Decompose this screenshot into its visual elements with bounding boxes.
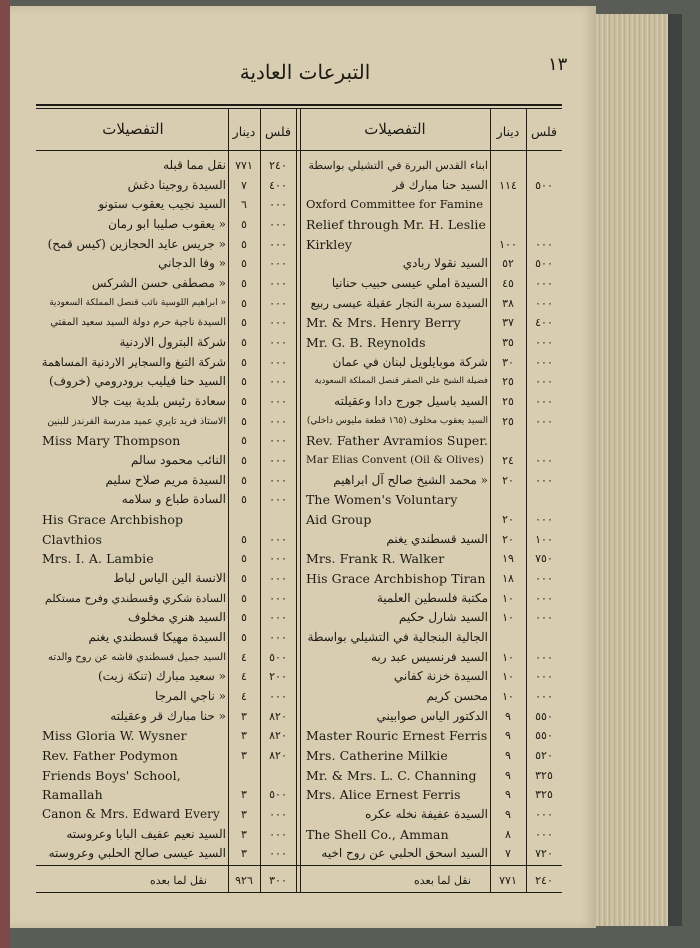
donor-name: « ابراهيم اللوسية نائب قنصل المملكة السعودية bbox=[49, 297, 226, 308]
page-title: التبرعات العادية bbox=[239, 60, 371, 84]
fils-amount: ٠٠٠ bbox=[535, 395, 553, 408]
donor-name: السيد قسطندي يغنم bbox=[386, 531, 488, 546]
table-row bbox=[36, 510, 298, 530]
fils-amount: ٠٠٠ bbox=[269, 827, 287, 841]
table-row bbox=[36, 785, 298, 805]
table-row bbox=[36, 451, 298, 471]
fils-amount: ٠٠٠ bbox=[535, 670, 553, 684]
dinar-amount: ٥ bbox=[241, 572, 247, 585]
donor-name: Mrs. Catherine Milkie bbox=[306, 748, 448, 763]
table-row bbox=[300, 274, 562, 294]
dinar-amount: ٨ bbox=[505, 827, 511, 841]
fils-amount: ٠٠٠ bbox=[535, 572, 553, 585]
dinar-amount: ٩ bbox=[505, 788, 511, 802]
dinar-amount: ٥ bbox=[241, 552, 247, 566]
donor-name: Miss Mary Thompson bbox=[42, 433, 181, 449]
donor-name: السيدة عفيفة نخله عكره bbox=[365, 807, 488, 821]
donor-name: السيد باسيل جورج دادا وعقيلته bbox=[334, 394, 488, 408]
donor-name: Clavthios bbox=[42, 531, 102, 547]
fils-amount: ٠٠٠ bbox=[269, 473, 287, 487]
donor-name: السيد عيسى صالح الحلبي وعروسته bbox=[48, 846, 226, 861]
donor-name: السيد حنا فيليب برودرومي (خروف) bbox=[48, 374, 226, 389]
donor-name: « حنا مبارك قر وعقيلته bbox=[110, 708, 226, 723]
fils-amount: ٠٠٠ bbox=[269, 257, 287, 271]
donor-name: الاستاذ فريد تايري عميد مدرسة الفرندز للبنين bbox=[47, 415, 226, 427]
donor-name: Oxford Committee for Famine bbox=[306, 197, 484, 212]
left-footer-fils: ٣٠٠ bbox=[269, 874, 287, 887]
fils-amount: ٠٠٠ bbox=[535, 355, 553, 369]
table-row bbox=[36, 235, 298, 255]
table-row bbox=[36, 766, 298, 786]
donor-name: Master Rouric Ernest Ferris bbox=[306, 728, 488, 744]
donor-name: السيد جميل قسطندي قاشه عن روح والدته bbox=[48, 651, 226, 663]
donor-name: Mrs. Alice Ernest Ferris bbox=[306, 787, 461, 803]
table-row bbox=[300, 648, 562, 668]
left-header-dinar: دينار bbox=[232, 124, 256, 139]
fils-amount: ٠٠٠ bbox=[269, 493, 287, 507]
donor-name: Relief through Mr. H. Leslie bbox=[306, 217, 486, 232]
donor-name: السيدة املي عيسى حبيب حنانيا bbox=[331, 276, 488, 290]
fils-amount: ٠٠٠ bbox=[269, 690, 287, 703]
dinar-amount: ٥ bbox=[241, 493, 247, 507]
fils-amount: ٧٥٠ bbox=[535, 552, 553, 566]
donor-name: الدكتور الياس صوابيني bbox=[376, 708, 488, 723]
donor-name: الانسة الين الياس لباط bbox=[113, 571, 226, 585]
fils-amount: ٠٠٠ bbox=[269, 572, 287, 585]
dinar-amount: ٩ bbox=[505, 709, 511, 723]
fils-amount: ٥٥٠ bbox=[535, 729, 553, 743]
dinar-amount: ١٠ bbox=[502, 611, 514, 625]
fils-amount: ٠٠٠ bbox=[269, 395, 287, 408]
donor-name: مكتبة فلسطين العلمية bbox=[376, 590, 488, 605]
table-row bbox=[300, 766, 562, 786]
dinar-amount: ٤ bbox=[241, 650, 247, 664]
fils-amount: ٠٠٠ bbox=[269, 198, 287, 212]
dinar-amount: ٥ bbox=[241, 218, 247, 231]
dinar-amount: ٣ bbox=[241, 749, 247, 762]
dinar-amount: ٦ bbox=[241, 198, 247, 212]
top-rule bbox=[36, 104, 562, 106]
page-number: ١٣ bbox=[548, 54, 568, 75]
table-row bbox=[36, 353, 298, 373]
dinar-amount: ٣٠ bbox=[502, 355, 514, 369]
dinar-amount: ٥ bbox=[241, 237, 247, 251]
fils-amount: ٨٢٠ bbox=[269, 709, 287, 723]
dinar-amount: ٥ bbox=[241, 434, 247, 448]
dinar-amount: ٣ bbox=[241, 729, 247, 743]
fils-amount: ٥٠٠ bbox=[269, 788, 287, 802]
donor-name: السيد شارل حكيم bbox=[398, 610, 488, 625]
dinar-amount: ٣٧ bbox=[502, 316, 514, 330]
left-donations-list bbox=[36, 156, 298, 864]
fils-amount: ٠٠٠ bbox=[269, 591, 287, 605]
dinar-amount: ٩ bbox=[505, 749, 511, 762]
fils-amount: ٠٠٠ bbox=[535, 454, 553, 467]
fils-amount: ٠٠٠ bbox=[269, 375, 287, 389]
donor-name: السادة طباع و سلامه bbox=[121, 492, 226, 507]
dinar-amount: ١٠ bbox=[502, 670, 514, 684]
fils-amount: ٠٠٠ bbox=[269, 277, 287, 290]
dinar-amount: ٧ bbox=[505, 847, 511, 861]
table-row bbox=[300, 392, 562, 412]
donor-name: السيدة ناجية حرم دولة السيد سعيد المفتي bbox=[50, 317, 226, 329]
fils-amount: ١٠٠ bbox=[535, 532, 553, 546]
table-row bbox=[300, 726, 562, 746]
fils-amount: ٢٤٠ bbox=[269, 159, 287, 172]
donor-name: The Shell Co., Amman bbox=[306, 826, 449, 842]
table-row bbox=[36, 589, 298, 609]
dinar-amount: ٥ bbox=[241, 454, 247, 467]
dinar-amount: ٥ bbox=[241, 277, 247, 290]
fils-amount: ٤٠٠ bbox=[535, 316, 553, 330]
dinar-amount: ٢٤ bbox=[502, 454, 514, 467]
dinar-amount: ٥ bbox=[241, 316, 247, 330]
dinar-amount: ٢٥ bbox=[502, 375, 514, 389]
donor-name: السيدة خزنة كفاني bbox=[393, 669, 488, 684]
table-row bbox=[300, 176, 562, 196]
fils-amount: ٥٠٠ bbox=[269, 650, 287, 664]
donor-name: السيدة سربة النجار عقيلة عيسى ربيع bbox=[310, 295, 488, 310]
table-row bbox=[36, 687, 298, 707]
fils-amount: ٨٢٠ bbox=[269, 729, 287, 743]
fils-amount: ٣٢٥ bbox=[535, 768, 553, 782]
table-row bbox=[300, 195, 562, 215]
table-row bbox=[300, 235, 562, 255]
donor-name: Canon & Mrs. Edward Every bbox=[42, 807, 220, 821]
fils-amount: ٠٠٠ bbox=[269, 552, 287, 566]
fils-amount: ٠٠٠ bbox=[535, 808, 553, 821]
fils-amount: ٠٠٠ bbox=[535, 375, 553, 389]
header-rule bbox=[36, 150, 562, 151]
fils-amount: ٥٠٠ bbox=[535, 257, 553, 271]
table-row bbox=[36, 294, 298, 314]
table-row bbox=[300, 431, 562, 451]
top-rule-thin bbox=[36, 108, 562, 109]
donor-name: « يعقوب صليبا ابو رمان bbox=[108, 217, 226, 231]
dinar-amount: ٢٠ bbox=[502, 473, 514, 487]
dinar-amount: ٣ bbox=[241, 709, 247, 723]
table-row bbox=[36, 746, 298, 766]
donor-name: « وفا الدجاني bbox=[158, 256, 226, 271]
table-row bbox=[300, 707, 562, 727]
table-row bbox=[36, 569, 298, 589]
donor-name: السيدة مهيكا قسطندي يغنم bbox=[88, 630, 226, 644]
table-row bbox=[300, 785, 562, 805]
page-edges bbox=[596, 14, 668, 926]
fils-amount: ٣٢٥ bbox=[535, 788, 553, 802]
table-row bbox=[36, 530, 298, 550]
dinar-amount: ١٠٠ bbox=[499, 237, 517, 251]
table-row bbox=[300, 530, 562, 550]
fils-amount: ٠٠٠ bbox=[269, 611, 287, 625]
donor-name: Mrs. I. A. Lambie bbox=[42, 551, 154, 567]
table-row bbox=[36, 667, 298, 687]
donor-name: Mar Elias Convent (Oil & Olives) bbox=[306, 454, 484, 466]
fils-amount: ٠٠٠ bbox=[535, 336, 553, 349]
fils-amount: ٠٠٠ bbox=[535, 827, 553, 841]
fils-amount: ٠٠٠ bbox=[269, 355, 287, 369]
dinar-amount: ٣ bbox=[241, 808, 247, 821]
donor-name: « محمد الشيخ صالح آل ابراهيم bbox=[333, 472, 488, 487]
donor-name: السيد حنا مبارك قر bbox=[392, 177, 488, 192]
fils-amount: ٠٠٠ bbox=[269, 336, 287, 349]
fils-amount: ٧٢٠ bbox=[535, 847, 553, 861]
table-row bbox=[300, 844, 562, 864]
dinar-amount: ١٩ bbox=[502, 552, 514, 566]
right-footer-dinar: ٧٧١ bbox=[499, 874, 517, 887]
donor-name: « مصطفى حسن الشركس bbox=[91, 276, 226, 290]
dinar-amount: ٢٠ bbox=[502, 513, 514, 526]
table-row bbox=[300, 549, 562, 569]
fils-amount: ٠٠٠ bbox=[269, 808, 287, 821]
donor-name: Kirkley bbox=[306, 236, 353, 252]
table-row bbox=[300, 746, 562, 766]
dinar-amount: ٣٨ bbox=[502, 296, 514, 310]
table-row bbox=[300, 471, 562, 491]
fils-amount: ٠٠٠ bbox=[535, 690, 553, 703]
donor-name: نقل مما قبله bbox=[163, 158, 226, 172]
table-row bbox=[300, 490, 562, 510]
donor-name: Ramallah bbox=[42, 787, 103, 803]
donor-name: النائب محمود سالم bbox=[130, 453, 226, 467]
dinar-amount: ٥ bbox=[241, 336, 247, 349]
donor-name: شركة التبغ والسجاير الاردنية المساهمة bbox=[41, 354, 226, 369]
table-row bbox=[36, 195, 298, 215]
donor-name: « ناجي المرجا bbox=[154, 689, 226, 703]
table-row bbox=[300, 333, 562, 353]
table-row bbox=[300, 215, 562, 235]
dinar-amount: ٣ bbox=[241, 847, 247, 861]
donor-name: السيد اسحق الحلبي عن روح اخيه bbox=[321, 846, 488, 861]
donor-name: Rev. Father Podymon bbox=[42, 748, 178, 763]
fils-amount: ٢٠٠ bbox=[269, 670, 287, 684]
table-row bbox=[300, 589, 562, 609]
table-row bbox=[300, 353, 562, 373]
book-cover-edge bbox=[668, 14, 682, 926]
donor-name: السيد نقولا ربادي bbox=[402, 256, 488, 271]
fils-amount: ٠٠٠ bbox=[269, 454, 287, 467]
table-row bbox=[300, 608, 562, 628]
donor-name: السيد فرنسيس عبد ربه bbox=[370, 649, 488, 664]
dinar-amount: ٣ bbox=[241, 827, 247, 841]
fils-amount: ٤٠٠ bbox=[269, 178, 287, 192]
fils-amount: ٠٠٠ bbox=[269, 631, 287, 644]
dinar-amount: ٩ bbox=[505, 729, 511, 743]
donor-name: Mr. & Mrs. Henry Berry bbox=[306, 315, 461, 331]
dinar-amount: ٣ bbox=[241, 788, 247, 802]
dinar-amount: ٥٢ bbox=[502, 257, 514, 271]
dinar-amount: ١٨ bbox=[502, 572, 514, 585]
fils-amount: ٥٥٠ bbox=[535, 709, 553, 723]
donor-name: Aid Group bbox=[306, 512, 372, 527]
donor-name: Mr. & Mrs. L. C. Channing bbox=[306, 767, 477, 783]
donor-name: فضيلة الشيخ علي الصقر قنصل المملكة السعودية bbox=[314, 376, 488, 387]
table-row bbox=[36, 431, 298, 451]
table-row bbox=[300, 412, 562, 432]
donor-name: السيد نعيم عفيف البابا وعروسته bbox=[66, 826, 226, 841]
fils-amount: ٠٠٠ bbox=[535, 296, 553, 310]
right-header-dinar: دينار bbox=[496, 124, 520, 139]
dinar-amount: ٥ bbox=[241, 591, 247, 605]
donor-name: محسن كريم bbox=[426, 689, 488, 703]
dinar-amount: ٥ bbox=[241, 473, 247, 487]
fils-amount: ٠٠٠ bbox=[535, 513, 553, 526]
dinar-amount: ٥ bbox=[241, 355, 247, 369]
table-row bbox=[300, 372, 562, 392]
donor-name: السيد نجيب يعقوب ستونو bbox=[98, 197, 226, 212]
fils-amount: ٠٠٠ bbox=[535, 591, 553, 605]
table-row bbox=[300, 667, 562, 687]
table-row bbox=[36, 176, 298, 196]
table-row bbox=[36, 825, 298, 845]
donor-name: السيدة روجينا دغش bbox=[127, 177, 226, 192]
table-row bbox=[36, 254, 298, 274]
table-row bbox=[36, 333, 298, 353]
table-row bbox=[300, 628, 562, 648]
table-row bbox=[300, 294, 562, 314]
fils-amount: ٠٠٠ bbox=[535, 414, 553, 428]
table-row bbox=[36, 707, 298, 727]
donor-name: السيدة مريم صلاح سليم bbox=[105, 472, 226, 487]
table-row bbox=[36, 805, 298, 825]
donor-name: His Grace Archbishop bbox=[42, 512, 184, 527]
dinar-amount: ٢٥ bbox=[502, 395, 514, 408]
donor-name: Rev. Father Avramios Super. bbox=[306, 433, 489, 449]
fils-amount: ٠٠٠ bbox=[269, 532, 287, 546]
fils-amount: ٠٠٠ bbox=[535, 473, 553, 487]
dinar-amount: ٣٥ bbox=[502, 336, 514, 349]
table-row bbox=[36, 726, 298, 746]
fils-amount: ٥٠٠ bbox=[535, 178, 553, 192]
dinar-amount: ٤ bbox=[241, 670, 247, 684]
dinar-amount: ٥ bbox=[241, 395, 247, 408]
donor-name: Mrs. Frank R. Walker bbox=[306, 551, 445, 567]
dinar-amount: ٢٥ bbox=[502, 414, 514, 428]
donor-name: Friends Boys' School, bbox=[42, 767, 181, 783]
table-row bbox=[300, 510, 562, 530]
right-footer-label: نقل لما بعده bbox=[414, 874, 471, 887]
fils-amount: ٥٢٠ bbox=[535, 749, 553, 762]
fils-amount: ٠٠٠ bbox=[269, 218, 287, 231]
fils-amount: ٠٠٠ bbox=[269, 316, 287, 330]
fils-amount: ٠٠٠ bbox=[269, 296, 287, 310]
fils-amount: ٠٠٠ bbox=[535, 237, 553, 251]
donor-name: ابناء القدس البررة في التشيلي بواسطة bbox=[308, 159, 488, 172]
right-footer-fils: ٢٤٠ bbox=[535, 874, 553, 887]
fils-amount: ٨٢٠ bbox=[269, 749, 287, 762]
bottom-rule bbox=[36, 892, 562, 893]
table-row bbox=[36, 156, 298, 176]
fils-amount: ٠٠٠ bbox=[535, 277, 553, 290]
dinar-amount: ٥ bbox=[241, 532, 247, 546]
fils-amount: ٠٠٠ bbox=[269, 434, 287, 448]
table-row bbox=[36, 608, 298, 628]
dinar-amount: ٧٧١ bbox=[235, 159, 253, 172]
donor-name: « جريس عايد الحجازين (كيس قمح) bbox=[47, 236, 226, 251]
table-row bbox=[36, 490, 298, 510]
donor-name: سعادة رئيس بلدية بيت جالا bbox=[91, 394, 226, 408]
left-header-details: التفصيلات bbox=[102, 120, 164, 138]
donor-name: The Women's Voluntary bbox=[306, 492, 458, 508]
table-row bbox=[36, 549, 298, 569]
donor-name: Miss Gloria W. Wysner bbox=[42, 728, 187, 744]
dinar-amount: ٤ bbox=[241, 690, 247, 703]
dinar-amount: ٧ bbox=[241, 178, 247, 192]
dinar-amount: ٩ bbox=[505, 808, 511, 821]
table-row bbox=[300, 254, 562, 274]
donor-name: His Grace Archbishop Tiran bbox=[306, 571, 486, 586]
table-row bbox=[36, 392, 298, 412]
dinar-amount: ١١٤ bbox=[499, 178, 517, 192]
table-row bbox=[36, 471, 298, 491]
table-row bbox=[300, 569, 562, 589]
table-row bbox=[36, 412, 298, 432]
dinar-amount: ٥ bbox=[241, 611, 247, 625]
table-row bbox=[300, 805, 562, 825]
table-row bbox=[36, 274, 298, 294]
dinar-amount: ٥ bbox=[241, 375, 247, 389]
right-donations-list bbox=[300, 156, 562, 864]
donor-name: شركة البترول الاردنية bbox=[119, 335, 226, 349]
donor-name: « سعيد مبارك (تنكة زيت) bbox=[97, 669, 226, 684]
dinar-amount: ١٠ bbox=[502, 690, 514, 703]
donor-name: شركة موبايلويل لبنان في عمان bbox=[332, 354, 488, 369]
footer-rule bbox=[36, 865, 562, 866]
right-header-details: التفصيلات bbox=[364, 120, 426, 138]
dinar-amount: ١٠ bbox=[502, 591, 514, 605]
dinar-amount: ٢٠ bbox=[502, 532, 514, 546]
table-row bbox=[36, 844, 298, 864]
left-footer-label: نقل لما بعده bbox=[150, 874, 207, 887]
right-header-fils: فلس bbox=[530, 124, 558, 139]
table-row bbox=[300, 825, 562, 845]
table-row bbox=[36, 628, 298, 648]
table-row bbox=[300, 313, 562, 333]
table-row bbox=[36, 215, 298, 235]
dinar-amount: ٥ bbox=[241, 631, 247, 644]
dinar-amount: ٤٥ bbox=[502, 277, 514, 290]
dinar-amount: ١٠ bbox=[502, 650, 514, 664]
dinar-amount: ٥ bbox=[241, 414, 247, 428]
fils-amount: ٠٠٠ bbox=[269, 237, 287, 251]
table-row bbox=[300, 156, 562, 176]
donor-name: السادة شكري وقسطندي وفرح مستكلم bbox=[44, 591, 226, 605]
left-footer-dinar: ٩٢٦ bbox=[235, 874, 253, 887]
fils-amount: ٠٠٠ bbox=[269, 847, 287, 861]
table-row bbox=[36, 648, 298, 668]
table-row bbox=[300, 687, 562, 707]
book-spine bbox=[0, 0, 10, 948]
table-row bbox=[300, 451, 562, 471]
dinar-amount: ٩ bbox=[505, 768, 511, 782]
fils-amount: ٠٠٠ bbox=[535, 650, 553, 664]
donor-name: السيد هنري مخلوف bbox=[128, 610, 226, 625]
left-header-fils: فلس bbox=[264, 124, 292, 139]
fils-amount: ٠٠٠ bbox=[535, 611, 553, 625]
dinar-amount: ٥ bbox=[241, 257, 247, 271]
donor-name: السيد يعقوب مخلوف (١٦٥ قطعة مليوس داخلي) bbox=[306, 415, 488, 426]
fils-amount: ٠٠٠ bbox=[269, 414, 287, 428]
donor-name: Mr. G. B. Reynolds bbox=[306, 335, 426, 350]
dinar-amount: ٥ bbox=[241, 296, 247, 310]
table-row bbox=[36, 313, 298, 333]
donor-name: الجالية البنجالية في التشيلي بواسطة bbox=[307, 630, 488, 644]
table-row bbox=[36, 372, 298, 392]
